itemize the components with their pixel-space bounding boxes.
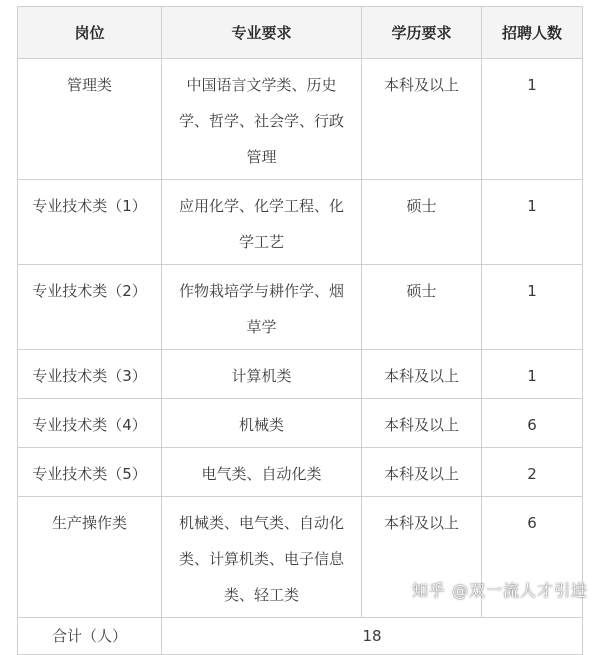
cell-position: 管理类 (18, 59, 162, 180)
cell-education: 本科及以上 (362, 59, 482, 180)
table-row (18, 265, 583, 350)
header-major: 专业要求 (162, 7, 362, 59)
table-row (18, 448, 583, 497)
total-row (18, 618, 583, 655)
cell-count: 1 (482, 180, 583, 265)
cell-education: 本科及以上 (362, 399, 482, 448)
cell-position: 专业技术类（2） (18, 265, 162, 350)
header-row (18, 7, 583, 59)
cell-count: 1 (482, 59, 583, 180)
cell-major: 机械类、电气类、自动化类、计算机类、电子信息类、轻工类 (162, 497, 362, 618)
table-row (18, 180, 583, 265)
watermark: 知乎 @双一流人才引进 (411, 581, 588, 600)
header-position: 岗位 (18, 7, 162, 59)
cell-education: 本科及以上 (362, 497, 482, 618)
cell-position: 专业技术类（1） (18, 180, 162, 265)
cell-count: 1 (482, 350, 583, 399)
cell-position: 生产操作类 (18, 497, 162, 618)
cell-education: 本科及以上 (362, 350, 482, 399)
header-count: 招聘人数 (482, 7, 583, 59)
table-row (18, 59, 583, 180)
cell-major: 作物栽培学与耕作学、烟草学 (162, 265, 362, 350)
cell-education: 硕士 (362, 265, 482, 350)
cell-major: 应用化学、化学工程、化学工艺 (162, 180, 362, 265)
total-label: 合计（人） (18, 618, 162, 655)
table-row (18, 350, 583, 399)
cell-position: 专业技术类（3） (18, 350, 162, 399)
cell-count: 2 (482, 448, 583, 497)
cell-major: 电气类、自动化类 (162, 448, 362, 497)
cell-count: 1 (482, 265, 583, 350)
cell-position: 专业技术类（5） (18, 448, 162, 497)
cell-major: 计算机类 (162, 350, 362, 399)
cell-education: 本科及以上 (362, 448, 482, 497)
table-row (18, 399, 583, 448)
cell-position: 专业技术类（4） (18, 399, 162, 448)
header-education: 学历要求 (362, 7, 482, 59)
recruitment-table (17, 6, 583, 655)
cell-count: 6 (482, 399, 583, 448)
cell-major: 中国语言文学类、历史学、哲学、社会学、行政管理 (162, 59, 362, 180)
cell-count: 6 (482, 497, 583, 618)
cell-education: 硕士 (362, 180, 482, 265)
cell-major: 机械类 (162, 399, 362, 448)
total-value: 18 (162, 618, 583, 655)
